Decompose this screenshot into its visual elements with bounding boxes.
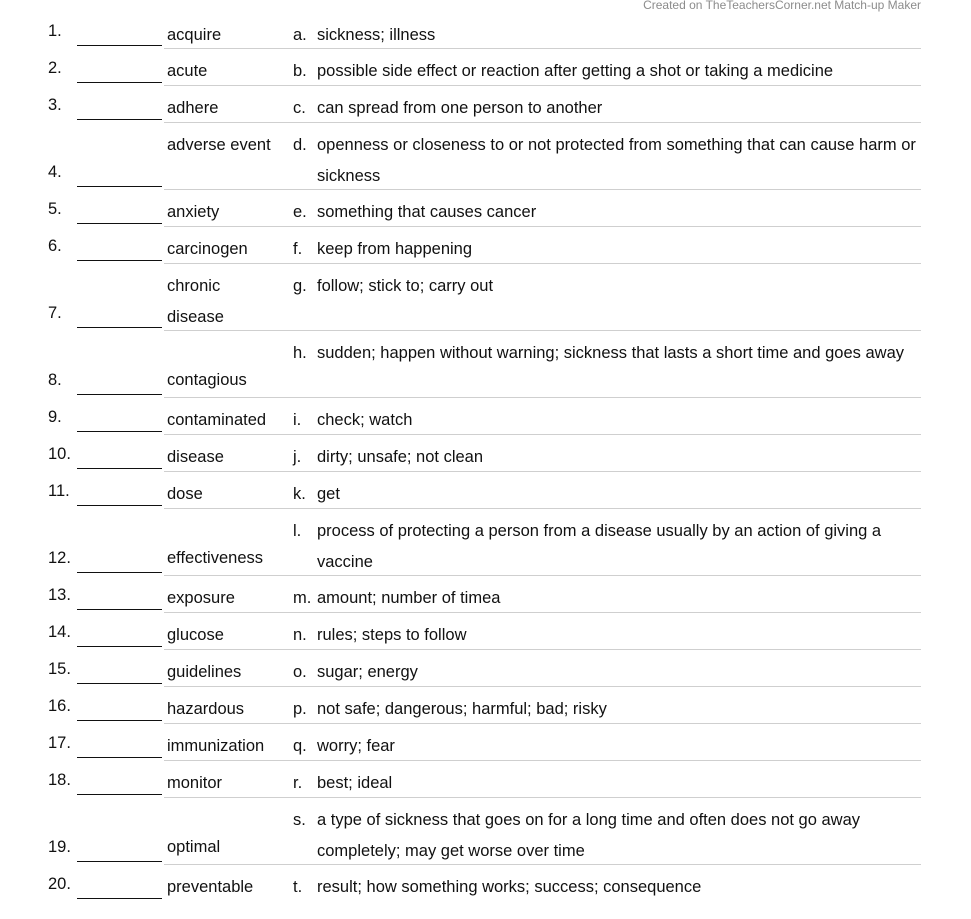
definition-text: follow; stick to; carry out [317, 277, 494, 295]
definition-letter: f. [293, 240, 303, 258]
definition-text: something that causes cancer [317, 203, 537, 221]
vocab-word: contagious [167, 371, 247, 389]
vocab-word: acute [167, 62, 208, 80]
definition-letter: n. [293, 626, 307, 644]
match-row [0, 264, 971, 331]
vocab-word: contaminated [167, 411, 267, 429]
definition-text: openness or closeness to or not protected from something that can cause harm or sickness [317, 136, 916, 185]
match-row [0, 472, 971, 509]
vocab-word: dose [167, 485, 203, 503]
definition-letter: k. [293, 485, 306, 503]
answer-blank[interactable] [77, 646, 162, 647]
answer-blank[interactable] [77, 223, 162, 224]
answer-blank[interactable] [77, 119, 162, 120]
definition-text: best; ideal [317, 774, 393, 792]
match-row [0, 123, 971, 190]
vocab-word: effectiveness [167, 549, 264, 567]
definition-letter: q. [293, 737, 307, 755]
definition-letter: a. [293, 26, 307, 44]
answer-blank[interactable] [77, 82, 162, 83]
item-number: 17. [48, 734, 71, 752]
match-row [0, 190, 971, 227]
match-row [0, 509, 971, 576]
match-row [0, 613, 971, 650]
vocab-word: chronic disease [167, 277, 224, 326]
match-row [0, 650, 971, 687]
vocab-word: exposure [167, 589, 235, 607]
definition-text: sickness; illness [317, 26, 436, 44]
answer-blank[interactable] [77, 468, 162, 469]
answer-blank[interactable] [77, 260, 162, 261]
vocab-word: disease [167, 448, 224, 466]
definition-text: result; how something works; success; consequence [317, 878, 702, 896]
definition-letter: b. [293, 62, 307, 80]
match-row [0, 687, 971, 724]
definition-letter: g. [293, 277, 307, 295]
answer-blank[interactable] [77, 186, 162, 187]
item-number: 12. [48, 549, 71, 567]
vocab-word: preventable [167, 878, 254, 896]
match-row [0, 435, 971, 472]
item-number: 4. [48, 163, 62, 181]
definition-text: process of protecting a person from a disease usually by an action of giving a vaccine [317, 522, 882, 571]
definition-text: get [317, 485, 340, 503]
answer-blank[interactable] [77, 683, 162, 684]
match-row [0, 49, 971, 86]
answer-blank[interactable] [77, 327, 162, 328]
definition-text: not safe; dangerous; harmful; bad; risky [317, 700, 607, 718]
definition-letter: t. [293, 878, 303, 896]
item-number: 5. [48, 200, 62, 218]
item-number: 18. [48, 771, 71, 789]
definition-letter: m. [293, 589, 312, 607]
definition-text: possible side effect or reaction after getting a shot or taking a medicine [317, 62, 834, 80]
vocab-word: adhere [167, 99, 219, 117]
definition-text: worry; fear [317, 737, 395, 755]
definition-letter: p. [293, 700, 307, 718]
item-number: 11. [48, 482, 70, 500]
item-number: 16. [48, 697, 71, 715]
match-row [0, 761, 971, 798]
match-row [0, 576, 971, 613]
definition-letter: l. [293, 522, 302, 540]
definition-letter: s. [293, 811, 306, 829]
definition-letter: c. [293, 99, 306, 117]
item-number: 19. [48, 838, 71, 856]
match-row [0, 86, 971, 123]
match-row [0, 227, 971, 264]
answer-blank[interactable] [77, 861, 162, 862]
item-number: 1. [48, 22, 62, 40]
match-row [0, 398, 971, 435]
definition-letter: o. [293, 663, 307, 681]
credit-text: Created on TheTeachersCorner.net Match-up Maker [643, 0, 921, 12]
match-row [0, 724, 971, 761]
definition-text: can spread from one person to another [317, 99, 603, 117]
item-number: 20. [48, 875, 71, 893]
answer-blank[interactable] [77, 572, 162, 573]
item-number: 13. [48, 586, 71, 604]
match-row [0, 13, 971, 49]
definition-letter: h. [293, 344, 307, 362]
vocab-word: hazardous [167, 700, 245, 718]
answer-blank[interactable] [77, 720, 162, 721]
vocab-word: immunization [167, 737, 265, 755]
answer-blank[interactable] [77, 794, 162, 795]
definition-text: dirty; unsafe; not clean [317, 448, 484, 466]
answer-blank[interactable] [77, 431, 162, 432]
answer-blank[interactable] [77, 609, 162, 610]
item-number: 3. [48, 96, 62, 114]
vocab-word: anxiety [167, 203, 220, 221]
definition-text: sudden; happen without warning; sickness that lasts a short time and goes away [317, 344, 905, 362]
definition-text: check; watch [317, 411, 413, 429]
item-number: 14. [48, 623, 71, 641]
definition-text: rules; steps to follow [317, 626, 467, 644]
item-number: 10. [48, 445, 71, 463]
definition-text: amount; number of timea [317, 589, 501, 607]
item-number: 6. [48, 237, 62, 255]
vocab-word: guidelines [167, 663, 242, 681]
item-number: 8. [48, 371, 62, 389]
vocab-word: adverse event [167, 136, 271, 154]
definition-text: a type of sickness that goes on for a long time and often does not go away completely; may get worse over time [317, 811, 861, 860]
definition-letter: r. [293, 774, 303, 792]
vocab-word: carcinogen [167, 240, 248, 258]
item-number: 2. [48, 59, 62, 77]
matching-table [0, 13, 971, 902]
match-row [0, 798, 971, 865]
answer-blank[interactable] [77, 757, 162, 758]
definition-letter: j. [293, 448, 302, 466]
match-row [0, 865, 971, 902]
item-number: 7. [48, 304, 62, 322]
answer-blank[interactable] [77, 505, 162, 506]
answer-blank[interactable] [77, 394, 162, 395]
definition-letter: i. [293, 411, 302, 429]
definition-letter: e. [293, 203, 307, 221]
answer-blank[interactable] [77, 45, 162, 46]
definition-letter: d. [293, 136, 307, 154]
answer-blank[interactable] [77, 898, 162, 899]
item-number: 15. [48, 660, 71, 678]
vocab-word: monitor [167, 774, 223, 792]
vocab-word: acquire [167, 26, 222, 44]
vocab-word: glucose [167, 626, 224, 644]
item-number: 9. [48, 408, 62, 426]
vocab-word: optimal [167, 838, 221, 856]
match-row [0, 331, 971, 398]
definition-text: keep from happening [317, 240, 473, 258]
definition-text: sugar; energy [317, 663, 418, 681]
